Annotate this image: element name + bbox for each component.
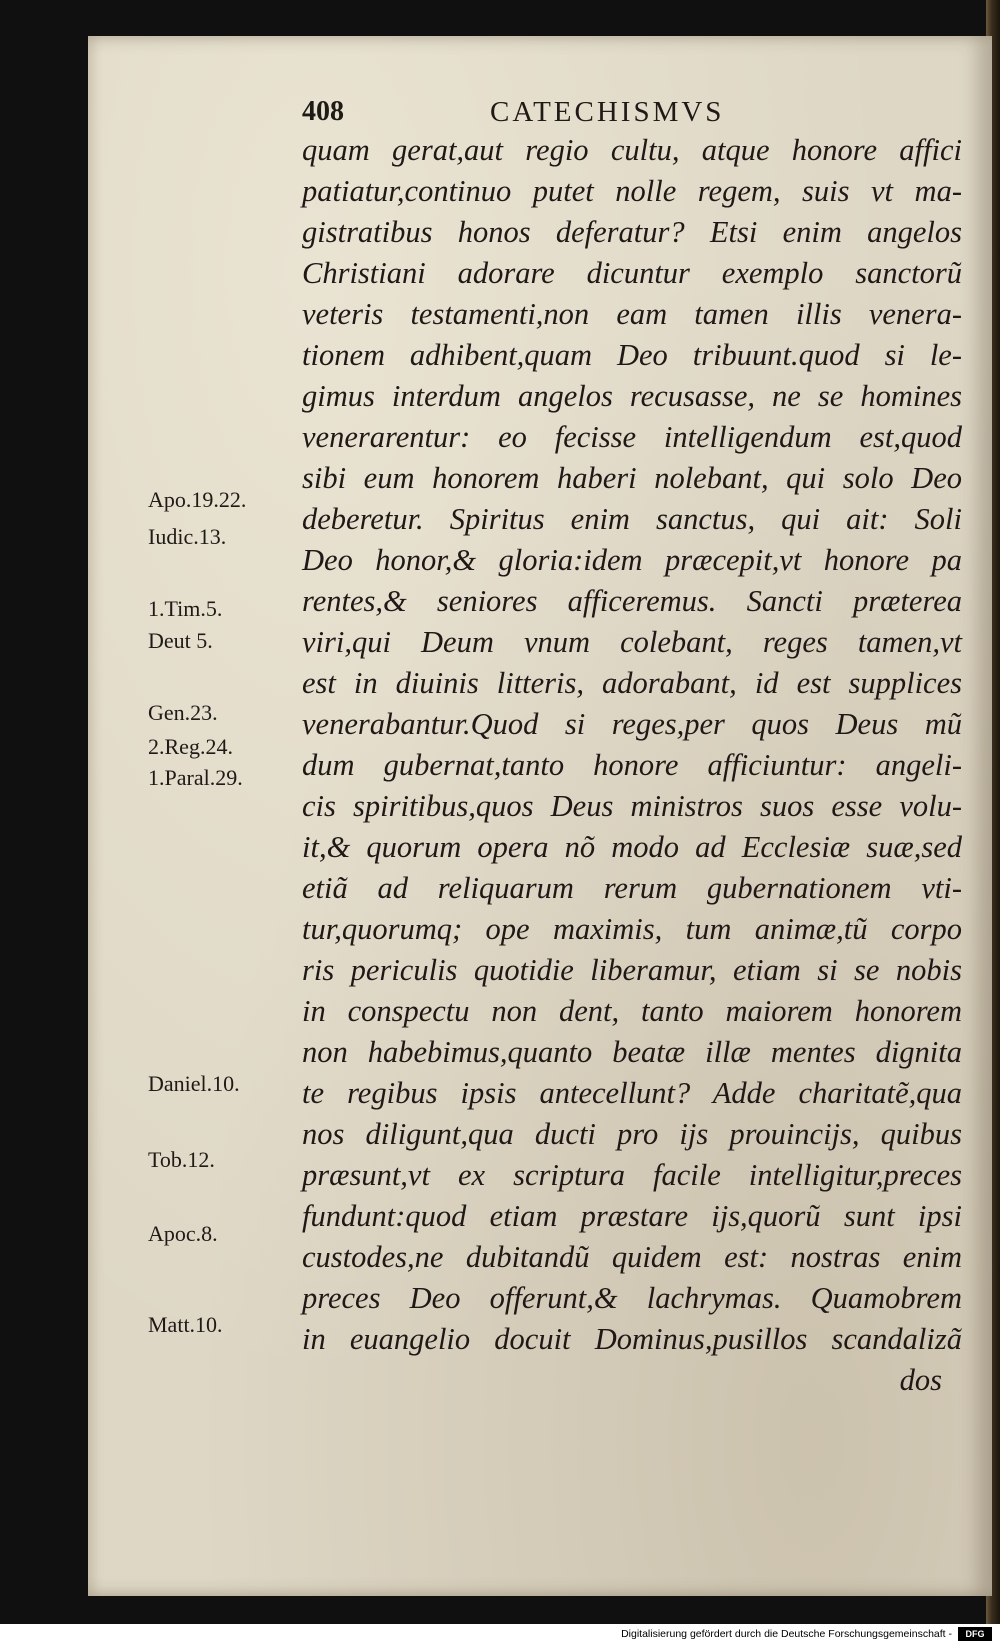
text-line: in conspectu non dent, tanto maiorem honorem	[302, 994, 962, 1028]
text-line: Deo honor,& gloria:idem præcepit,vt honore pa	[302, 543, 962, 577]
text-line: in euangelio docuit Dominus,pusillos scandalizã	[302, 1322, 962, 1356]
text-line: non habebimus,quanto beatæ illæ mentes dignita	[302, 1035, 962, 1069]
text-line: sibi eum honorem haberi nolebant, qui solo Deo	[302, 461, 962, 495]
text-line: patiatur,continuo putet nolle regem, suis vt ma-	[302, 174, 962, 208]
dfg-logo: DFG	[958, 1627, 992, 1641]
page-number: 408	[302, 96, 344, 127]
text-line: custodes,ne dubitandũ quidem est: nostras enim	[302, 1240, 962, 1274]
digitization-footer	[0, 1624, 1000, 1645]
margin-note: 2.Reg.24.	[148, 734, 233, 759]
text-line: it,& quorum opera nõ modo ad Ecclesiæ suæ,sed	[302, 830, 962, 864]
text-line: gistratibus honos deferatur? Etsi enim angelos	[302, 215, 962, 249]
text-line: est in diuinis litteris, adorabant, id est supplices	[302, 666, 962, 700]
text-line: etiã ad reliquarum rerum gubernationem vti-	[302, 871, 962, 905]
margin-note: Daniel.10.	[148, 1071, 240, 1096]
text-line: rentes,& seniores afficeremus. Sancti præterea	[302, 584, 962, 618]
text-line: præsunt,vt ex scriptura facile intelligitur,preces	[302, 1158, 962, 1192]
text-line: viri,qui Deum vnum colebant, reges tamen,vt	[302, 625, 962, 659]
margin-note: Deut 5.	[148, 628, 213, 653]
text-line: Christiani adorare dicuntur exemplo sanctorũ	[302, 256, 962, 290]
main-text-block	[302, 130, 962, 1401]
text-line: cis spiritibus,quos Deus ministros suos esse volu-	[302, 789, 962, 823]
text-line: nos diligunt,qua ducti pro ijs prouincijs, quibus	[302, 1117, 962, 1151]
text-line: deberetur. Spiritus enim sanctus, qui ait: Soli	[302, 502, 962, 536]
catchword: dos	[899, 1363, 942, 1397]
text-line: fundunt:quod etiam præstare ijs,quorũ sunt ipsi	[302, 1199, 962, 1233]
text-line: ris periculis quotidie liberamur, etiam si se nobis	[302, 953, 962, 987]
text-line: te regibus ipsis antecellunt? Adde charitatẽ,qua	[302, 1076, 962, 1110]
margin-note: Iudic.13.	[148, 524, 227, 549]
margin-note: 1.Tim.5.	[148, 596, 223, 621]
margin-note: Apo.19.22.	[148, 487, 247, 512]
margin-note: Matt.10.	[148, 1312, 223, 1337]
page-header	[302, 92, 942, 132]
margin-note: Gen.23.	[148, 700, 218, 725]
margin-note: 1.Paral.29.	[148, 765, 243, 790]
text-line: tur,quorumq; ope maximis, tum animæ,tũ corpo	[302, 912, 962, 946]
text-line: preces Deo offerunt,& lachrymas. Quamobrem	[302, 1281, 962, 1315]
text-line: venerarentur: eo fecisse intelligendum est,quod	[302, 420, 962, 454]
text-line: tionem adhibent,quam Deo tribuunt.quod si le-	[302, 338, 962, 372]
text-line: veteris testamenti,non eam tamen illis venera-	[302, 297, 962, 331]
text-line: gimus interdum angelos recusasse, ne se homines	[302, 379, 962, 413]
text-line: dum gubernat,tanto honore afficiuntur: angeli-	[302, 748, 962, 782]
margin-note: Tob.12.	[148, 1147, 215, 1172]
margin-note: Apoc.8.	[148, 1221, 218, 1246]
text-line: quam gerat,aut regio cultu, atque honore affici	[302, 133, 962, 167]
funding-credit: Digitalisierung gefördert durch die Deutsche Forschungsgemeinschaft -	[621, 1628, 952, 1640]
text-line: venerabantur.Quod si reges,per quos Deus mũ	[302, 707, 962, 741]
running-title: CATECHISMVS	[490, 96, 725, 128]
